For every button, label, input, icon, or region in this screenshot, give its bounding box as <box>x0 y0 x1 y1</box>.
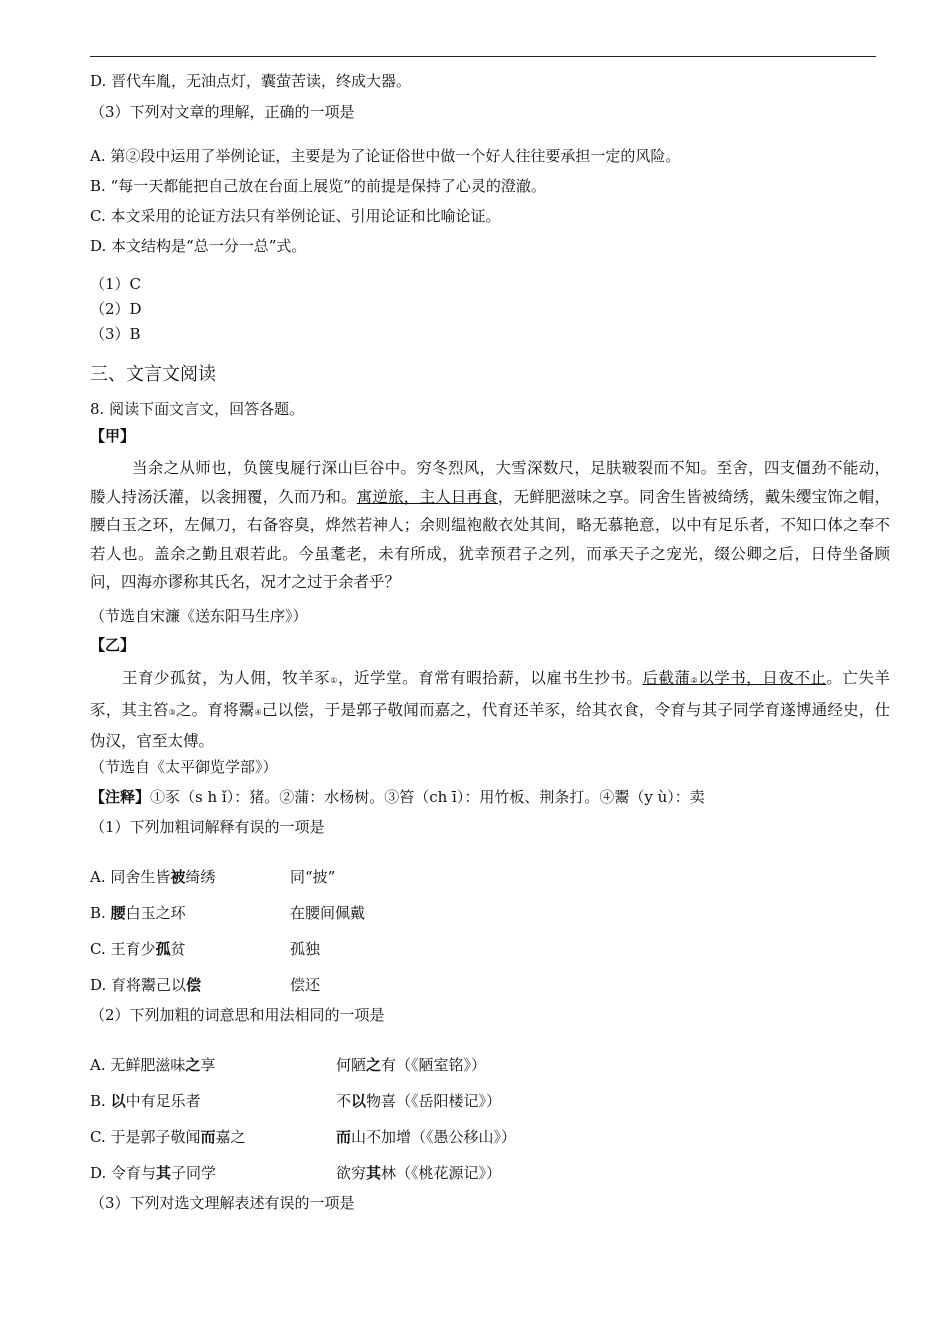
yi-source: （节选自《太平御览学部》） <box>90 758 278 776</box>
q2-b-g-post: 物喜（《岳阳楼记》） <box>366 1092 502 1110</box>
q1-option-a <box>90 866 215 888</box>
q2-d-pre: D. 令育与 <box>90 1164 157 1182</box>
question-8: 8. 阅读下面文言文，回答各题。 <box>90 400 305 418</box>
q2-d-g-bold: 其 <box>366 1164 382 1182</box>
jia-text-1: 当余之从师也，负箧曳屣行深山巨谷中。穷冬烈风，大雪深数尺，足肤皲裂而不知。至舍，四支僵劲不能动，媵人持汤沃灌，以衾拥覆，久而乃和。 <box>90 459 890 506</box>
q1-stem: （1）下列加粗词解释有误的一项是 <box>90 818 325 836</box>
q1-option-d <box>90 974 201 996</box>
note-mark-2: ② <box>690 676 699 685</box>
q1-b-gloss: 在腰间佩戴 <box>290 904 366 922</box>
q1-a-post: 绮绣 <box>185 868 216 886</box>
q2-d-g-pre: 欲穷 <box>336 1164 367 1182</box>
q3-stem-prev: （3）下列对文章的理解，正确的一项是 <box>90 103 355 121</box>
answer-3: （3）B <box>90 325 141 343</box>
q2-a-compare <box>336 1054 486 1076</box>
q3-option-d: D. 本文结构是“总一分一总”式。 <box>90 237 307 255</box>
q2-a-g-bold: 之 <box>366 1056 382 1074</box>
q1-d-gloss: 偿还 <box>290 976 321 994</box>
notes-label: 【注释】 <box>90 788 151 806</box>
q2-b-compare <box>336 1090 501 1112</box>
q1-d-bold: 偿 <box>186 976 202 994</box>
note-mark-4: ④ <box>254 707 262 717</box>
yi-text-e: 己以偿，于是郭子敬闻而嘉之，代育还羊豕，给其衣食，令育与其子同学育遂博通经史，仕伪汉，官至太傅。 <box>90 700 890 750</box>
header-rule <box>90 56 876 57</box>
q2-a-post: 享 <box>200 1056 216 1074</box>
q2-stem: （2）下列加粗的词意思和用法相同的一项是 <box>90 1006 385 1024</box>
q2-b-g-pre: 不 <box>336 1092 352 1110</box>
jia-text-2: ，无鲜肥滋味之享。同舍生皆被绮绣，戴朱缨宝饰之帽，腰白玉之环，左佩刀，右备容臭，烨然若神人；余则缊袍敝衣处其间，略无慕艳意，以中有足乐者，不知口体之奉不若人也。盖余之勤且艰若此。今虽耄老，未有所成，犹幸预君子之列，而承天子之宠光，缀公卿之后，日侍坐备顾问，四海亦谬称其氏名，况才之过于余者乎？ <box>90 487 890 591</box>
section-heading: 三、文言文阅读 <box>90 364 216 385</box>
jia-underlined-sentence: 寓逆旅，主人日再食 <box>356 487 498 506</box>
q2-c-pre: C. 于是郭子敬闻 <box>90 1128 201 1146</box>
q1-a-bold: 被 <box>170 868 186 886</box>
q1-c-gloss: 孤独 <box>290 940 321 958</box>
q3-option-c: C. 本文采用的论证方法只有举例论证、引用论证和比喻论证。 <box>90 207 501 225</box>
q1-d-pre: D. 育将鬻己以 <box>90 976 187 994</box>
q2-c-g-post: 山不加增（《愚公移山》） <box>351 1128 517 1146</box>
q1-b-post: 白玉之环 <box>125 904 186 922</box>
yi-underlined-2: 以学书，日夜不止 <box>698 669 827 687</box>
yi-underlined-1: 后截蒲 <box>642 669 691 687</box>
q1-b-bold: 腰 <box>110 904 126 922</box>
yi-text-b: ，近学堂。育常有暇拾薪，以雇书生抄书。 <box>338 669 643 687</box>
q1-c-pre: C. 王育少 <box>90 940 156 958</box>
q1-a-pre: A. 同舍生皆 <box>90 868 171 886</box>
q1-b-pre: B. <box>90 904 111 922</box>
q2-d-bold: 其 <box>156 1164 172 1182</box>
q1-c-bold: 孤 <box>155 940 171 958</box>
q2-c-g-bold: 而 <box>336 1128 352 1146</box>
q3-option-a: A. 第②段中运用了举例论证，主要是为了论证俗世中做一个好人往往要承担一定的风险。 <box>90 147 681 165</box>
q2-b-g-bold: 以 <box>351 1092 367 1110</box>
q1-option-b <box>90 902 186 924</box>
q2-d-post: 子同学 <box>171 1164 217 1182</box>
q1-option-c <box>90 938 186 960</box>
jia-passage <box>90 454 890 597</box>
jia-source: （节选自宋濂《送东阳马生序》） <box>90 607 308 625</box>
q3-stem: （3）下列对选文理解表述有误的一项是 <box>90 1194 355 1212</box>
yi-text-a: 王育少孤贫，为人佣，牧羊豕 <box>122 669 331 687</box>
q2-a-pre: A. 无鲜肥滋味 <box>90 1056 186 1074</box>
q2-a-bold: 之 <box>185 1056 201 1074</box>
q1-c-post: 贫 <box>170 940 186 958</box>
note-mark-1: ① <box>330 676 338 685</box>
note-mark-3: ③ <box>168 707 176 717</box>
q2-d-compare <box>336 1162 501 1184</box>
jia-label: 【甲】 <box>90 427 136 445</box>
q2-option-d <box>90 1162 216 1184</box>
q2-option-a <box>90 1054 215 1076</box>
yi-passage <box>90 664 890 756</box>
q1-a-gloss: 同“披” <box>290 868 336 886</box>
notes-text: ①豕（s h ǐ）：猪。②蒲：水杨树。③笞（ch ī）：用竹板、荆条打。④鬻（y ù）：卖 <box>150 788 705 806</box>
option-d-prev: D. 晋代车胤，无油点灯，囊萤苦读，终成大器。 <box>90 72 412 90</box>
q2-d-g-post: 林（《桃花源记》） <box>381 1164 502 1182</box>
yi-label: 【乙】 <box>90 636 136 654</box>
q2-b-post: 中有足乐者 <box>125 1092 201 1110</box>
yi-text-c: 。亡失羊豕，其主笞 <box>90 669 890 719</box>
q2-c-post: 嘉之 <box>215 1128 246 1146</box>
notes <box>90 786 705 808</box>
q2-a-g-post: 有（《陋室铭》） <box>381 1056 487 1074</box>
q2-a-g-pre: 何陋 <box>336 1056 367 1074</box>
q2-c-bold: 而 <box>200 1128 216 1146</box>
q2-option-b <box>90 1090 201 1112</box>
q2-b-pre: B. <box>90 1092 111 1110</box>
answer-1: （1）C <box>90 275 142 293</box>
q2-c-compare <box>336 1126 516 1148</box>
q2-option-c <box>90 1126 246 1148</box>
yi-text-d: 之。育将鬻 <box>175 700 255 719</box>
q3-option-b: B. “每一天都能把自己放在台面上展览”的前提是保持了心灵的澄澈。 <box>90 177 546 195</box>
q2-b-bold: 以 <box>110 1092 126 1110</box>
answer-2: （2）D <box>90 300 142 318</box>
